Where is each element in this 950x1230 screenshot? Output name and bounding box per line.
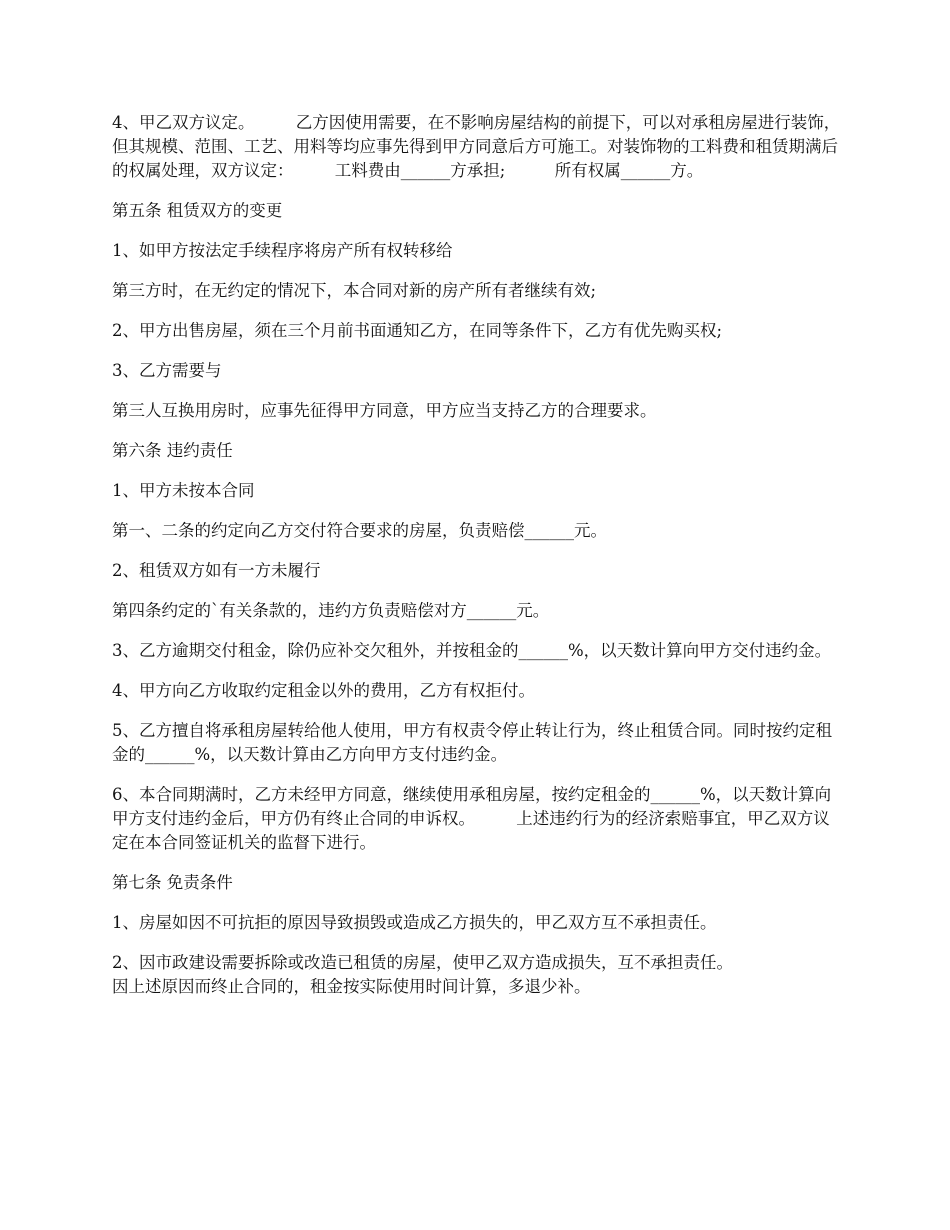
article-6-item-4: 4、甲方向乙方收取约定租金以外的费用，乙方有权拒付。 (112, 681, 535, 700)
article-5-item-1-continued: 第三方时，在无约定的情况下，本合同对新的房产所有者继续有效; (112, 281, 597, 300)
article-5-item-2: 2、甲方出售房屋，须在三个月前书面通知乙方，在同等条件下，乙方有优先购买权; (112, 321, 723, 340)
article-6-item-3: 3、乙方逾期交付租金，除仍应补交欠租外，并按租金的______%，以天数计算向甲方交付违约金。 (112, 641, 832, 660)
article-6-item-2: 2、租赁双方如有一方未履行 (112, 561, 321, 580)
clause-4-decoration: 4、甲乙双方议定。 乙方因使用需要，在不影响房屋结构的前提下，可以对承租房屋进行装饰，但其规模、范围、工艺、用料等均应事先得到甲方同意后方可施工。对装饰物的工料费和租赁期满后的权属处理，双方议定： 工料费由______方承担; 所有权属______方。 (112, 113, 841, 180)
article-5-heading: 第五条 租赁双方的变更 (112, 201, 283, 220)
document-page (112, 111, 842, 1015)
article-7-heading: 第七条 免责条件 (112, 873, 233, 892)
article-6-item-2-continued: 第四条约定的`有关条款的，违约方负责赔偿对方______元。 (112, 601, 550, 620)
article-5-item-3: 3、乙方需要与 (112, 361, 222, 380)
article-6-heading: 第六条 违约责任 (112, 441, 233, 460)
article-6-item-5: 5、乙方擅自将承租房屋转给他人使用，甲方有权责令停止转让行为，终止租赁合同。同时按约定租金的______%，以天数计算由乙方向甲方支付违约金。 (112, 721, 832, 764)
article-6-item-1: 1、甲方未按本合同 (112, 481, 255, 500)
article-6-item-6: 6、本合同期满时，乙方未经甲方同意，继续使用承租房屋，按约定租金的______%，以天数计算向甲方支付违约金后，甲方仍有终止合同的申诉权。 上述违约行为的经济索赔事宜，甲乙双方议定在本合同签证机关的监督下进行。 (112, 785, 832, 852)
article-5-item-1: 1、如甲方按法定手续程序将房产所有权转移给 (112, 241, 453, 260)
article-7-item-1: 1、房屋如因不可抗拒的原因导致损毁或造成乙方损失的，甲乙双方互不承担责任。 (112, 913, 717, 932)
article-6-item-1-continued: 第一、二条的约定向乙方交付符合要求的房屋，负责赔偿______元。 (112, 521, 607, 540)
article-5-item-3-continued: 第三人互换用房时，应事先征得甲方同意，甲方应当支持乙方的合理要求。 (112, 401, 657, 420)
article-7-item-2: 2、因市政建设需要拆除或改造已租赁的房屋，使甲乙双方造成损失，互不承担责任。 因上述原因而终止合同的，租金按实际使用时间计算，多退少补。 (112, 953, 733, 996)
